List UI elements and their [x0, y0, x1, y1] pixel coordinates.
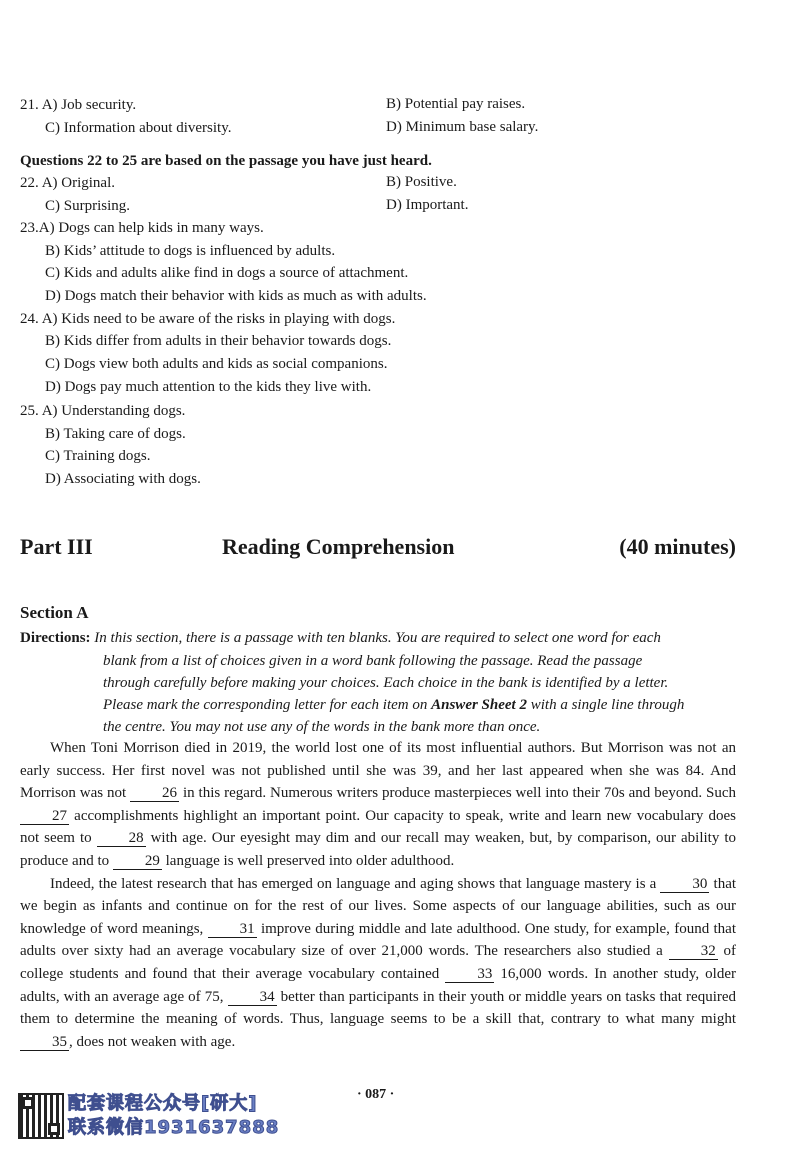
directions-line-4: [103, 694, 684, 717]
directions-line-1: [20, 627, 661, 650]
passage-text: better than participants in their youth or middle years on tasks that required them to determine the meaning of words. Thus, language seems to be a skill that, contrary to what many might: [20, 988, 737, 1028]
q24-row1: [20, 308, 395, 331]
footer-line-1: 配套课程公众号[研大]: [68, 1093, 258, 1114]
qr-code-icon: [18, 1093, 64, 1139]
blank-32: 32: [669, 944, 718, 960]
section-title: Section A: [20, 603, 89, 622]
passage-text: accomplishments highlight an important point. Our capacity to speak, write and learn new vocabulary does not seem to: [20, 807, 737, 847]
answer-sheet-label: Answer Sheet 2: [431, 697, 527, 713]
q23-option-d: D) Dogs match their behavior with kids as much as with adults.: [45, 288, 427, 304]
page-number: · 087 ·: [357, 1087, 395, 1102]
directions-text-3: through carefully before making your choices. Each choice in the bank is identified by a letter.: [103, 675, 669, 691]
passage-text: When Toni Morrison died in 2019, the world lost one of its most influential authors. But Morrison was not an early success. Her first novel was not published until she was 39, and her last appeared when she was 84. And Morrison was not: [20, 740, 736, 802]
directions-text-5: with a single line through: [530, 697, 685, 713]
q23-option-c: C) Kids and adults alike find in dogs a source of attachment.: [45, 265, 409, 281]
q22-option-c: C) Surprising.: [45, 198, 131, 214]
q22-option-a: A) Original.: [41, 175, 116, 191]
passage-text: , does not weaken with age.: [69, 1033, 236, 1050]
directions-text-1: In this section, there is a passage with ten blanks. You are required to select one word for each: [94, 630, 661, 646]
blank-34: 34: [228, 990, 277, 1006]
blank-26: 26: [130, 786, 179, 802]
directions-label: Directions:: [20, 630, 91, 646]
q21-option-c: C) Information about diversity.: [45, 120, 232, 136]
passage-paragraph-1: [20, 737, 736, 873]
q25-option-c: C) Training dogs.: [45, 448, 151, 464]
q21-row1-left: [20, 94, 136, 117]
q21-number: 21.: [20, 97, 39, 113]
part-time: (40 minutes): [619, 534, 736, 559]
directions-text-2: blank from a list of choices given in a word bank following the passage. Read the passage: [103, 653, 643, 669]
passage-text: that we begin as infants and continue on for the rest of our lives. Some aspects of our language abilities, such as our knowledge of word meanings,: [20, 875, 737, 937]
footer-line-2: 联系微信1931637888: [68, 1117, 280, 1138]
q25-option-b: B) Taking care of dogs.: [45, 426, 186, 442]
passage-text: with age. Our eyesight may dim and our recall may weaken, but, by comparison, our ability to produce and to: [20, 830, 737, 869]
passage: [20, 737, 736, 1053]
q22-option-d: D) Important.: [386, 197, 469, 213]
footer-watermark: [18, 1093, 308, 1143]
q22-option-b: B) Positive.: [386, 174, 457, 190]
questions-heading: Questions 22 to 25 are based on the passage you have just heard.: [20, 153, 432, 169]
q21-option-a: A) Job security.: [41, 97, 137, 113]
passage-text: language is well preserved into older adulthood.: [165, 852, 455, 869]
q22-row1-left: [20, 172, 115, 195]
directions-text-6: the centre. You may not use any of the words in the bank more than once.: [103, 719, 541, 735]
passage-paragraph-2: [20, 873, 736, 1054]
q25-option-a: A) Understanding dogs.: [41, 403, 186, 419]
q25-option-d: D) Associating with dogs.: [45, 471, 201, 487]
q24-option-b: B) Kids differ from adults in their behavior towards dogs.: [45, 333, 392, 349]
part-header: [20, 536, 736, 570]
q23-row1: [20, 217, 264, 240]
q24-number: 24.: [20, 311, 39, 327]
passage-text: improve during middle and late adulthood. One study, for example, found that adults over sixty had an average vocabulary size of over 21,000 words. The researchers also studied a: [20, 920, 737, 960]
blank-31: 31: [208, 922, 257, 938]
blank-35: 35: [20, 1035, 69, 1051]
passage-text: in this regard. Numerous writers produce masterpieces well into their 70s and beyond. Such: [182, 785, 737, 802]
blank-28: 28: [97, 831, 146, 847]
q24-option-d: D) Dogs pay much attention to the kids they live with.: [45, 379, 372, 395]
q22-number: 22.: [20, 175, 39, 191]
q21-option-d: D) Minimum base salary.: [386, 119, 539, 135]
q25-row1: [20, 400, 185, 423]
passage-text: of college students and found that their average vocabulary contained: [20, 943, 737, 982]
q23-option-a: A) Dogs can help kids in many ways.: [38, 220, 264, 236]
q23-option-b: B) Kids’ attitude to dogs is influenced by adults.: [45, 243, 336, 259]
blank-27: 27: [20, 809, 69, 825]
blank-30: 30: [660, 877, 709, 893]
passage-text: 16,000 words. In another study, older adults, with an average age of 75,: [20, 965, 736, 1005]
q23-number: 23.: [20, 220, 39, 236]
q21-option-b: B) Potential pay raises.: [386, 96, 526, 112]
part-label: Part III: [20, 534, 93, 559]
q25-number: 25.: [20, 403, 39, 419]
q24-option-a: A) Kids need to be aware of the risks in playing with dogs.: [41, 311, 396, 327]
passage-text: Indeed, the latest research that has emerged on language and aging shows that language mastery is a: [50, 875, 657, 892]
blank-33: 33: [445, 967, 494, 983]
part-title: Reading Comprehension: [222, 534, 455, 559]
blank-29: 29: [113, 854, 162, 870]
directions-text-4: Please mark the corresponding letter for each item on: [103, 697, 428, 713]
q24-option-c: C) Dogs view both adults and kids as social companions.: [45, 356, 388, 372]
